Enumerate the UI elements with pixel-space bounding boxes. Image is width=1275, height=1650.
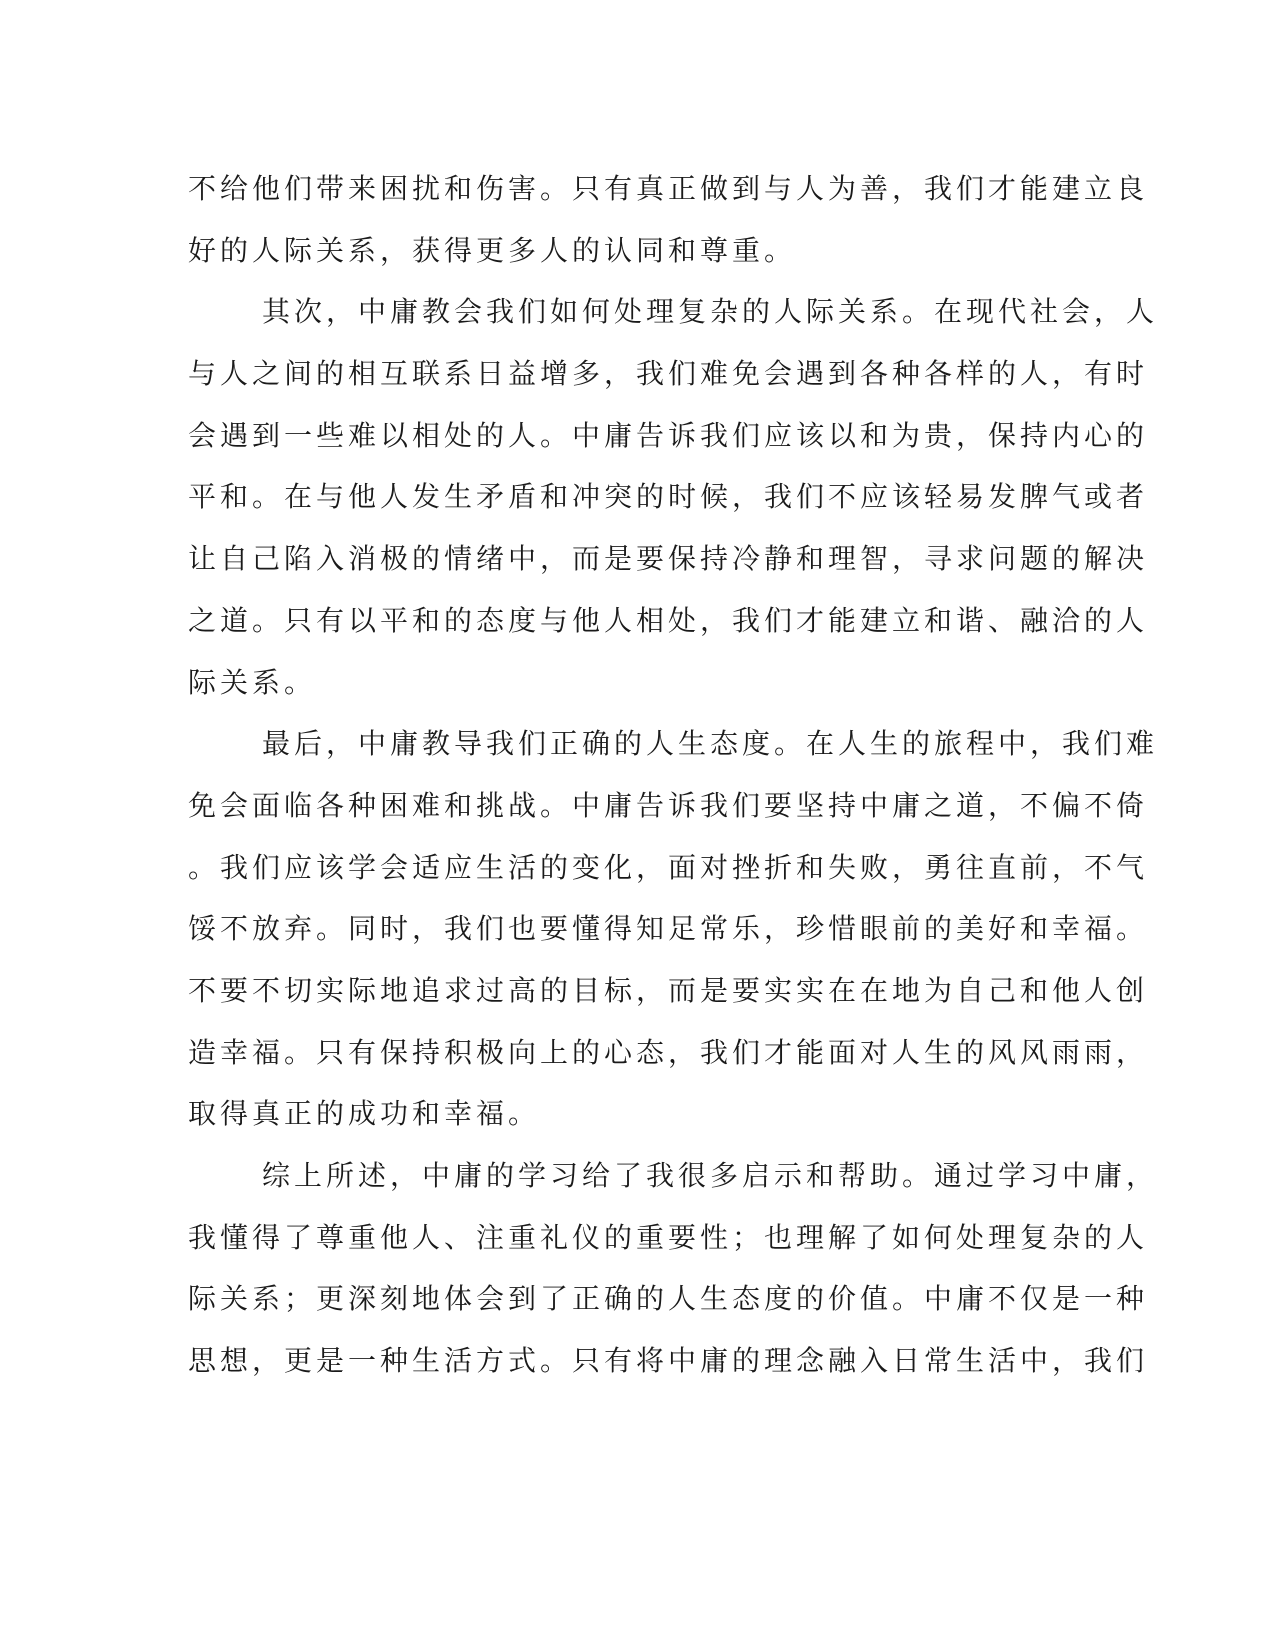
paragraph-first-line: 其次，中庸教会我们如何处理复杂的人际关系。在现代社会，人 [262,295,1159,329]
text-line: 免会面临各种困难和挑战。中庸告诉我们要坚持中庸之道，不偏不倚 [188,788,1149,822]
text-line: 馁不放弃。同时，我们也要懂得知足常乐，珍惜眼前的美好和幸福。 [188,912,1149,946]
text-line: 之道。只有以平和的态度与他人相处，我们才能建立和谐、融洽的人 [188,603,1149,637]
text-line: 好的人际关系，获得更多人的认同和尊重。 [188,233,797,267]
text-line: 际关系。 [188,665,317,699]
body-text [188,158,1159,1392]
text-line: 。我们应该学会适应生活的变化，面对挫折和失败，勇往直前，不气 [188,850,1149,884]
paragraph-first-line: 最后，中庸教导我们正确的人生态度。在人生的旅程中，我们难 [262,727,1159,761]
text-line: 与人之间的相互联系日益增多，我们难免会遇到各种各样的人，有时 [188,357,1149,391]
text-line: 造幸福。只有保持积极向上的心态，我们才能面对人生的风风雨雨， [188,1035,1149,1069]
paragraph-first-line: 综上所述，中庸的学习给了我很多启示和帮助。通过学习中庸， [262,1159,1159,1192]
text-line: 会遇到一些难以相处的人。中庸告诉我们应该以和为贵，保持内心的 [188,418,1149,452]
text-line: 际关系；更深刻地体会到了正确的人生态度的价值。中庸不仅是一种 [188,1282,1149,1316]
text-line: 不给他们带来困扰和伤害。只有真正做到与人为善，我们才能建立良 [188,172,1149,205]
text-line: 平和。在与他人发生矛盾和冲突的时候，我们不应该轻易发脾气或者 [188,480,1149,514]
text-line: 取得真正的成功和幸福。 [188,1097,541,1131]
text-line: 思想，更是一种生活方式。只有将中庸的理念融入日常生活中，我们 [188,1344,1149,1378]
text-line: 我懂得了尊重他人、注重礼仪的重要性；也理解了如何处理复杂的人 [188,1220,1149,1254]
text-line: 让自己陷入消极的情绪中，而是要保持冷静和理智，寻求问题的解决 [188,542,1149,576]
text-line: 不要不切实际地追求过高的目标，而是要实实在在地为自己和他人创 [188,973,1149,1007]
